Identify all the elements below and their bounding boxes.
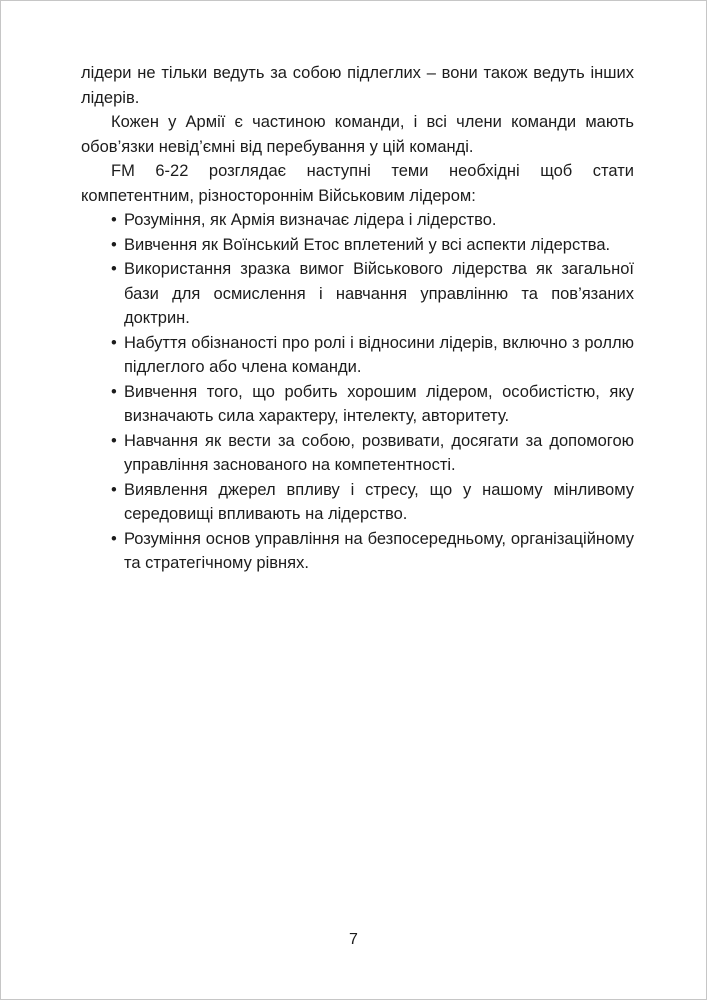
list-item	[81, 527, 634, 576]
bullet-icon: •	[111, 260, 117, 278]
list-item	[81, 478, 634, 527]
bullet-icon: •	[111, 211, 117, 229]
list-item	[81, 331, 634, 380]
list-item-text: Вивчення того, що робить хорошим лідером, особистістю, яку визначають сила характеру, інтелекту, авторитету.	[124, 382, 634, 425]
page-content	[81, 61, 634, 576]
list-item-text: Розуміння основ управління на безпосередньому, організаційному та стратегічному рівнях.	[124, 529, 634, 572]
paragraph-continuation: лідери не тільки ведуть за собою підлеглих – вони також ведуть інших лідерів.	[81, 64, 634, 107]
bullet-icon: •	[111, 235, 117, 254]
paragraph-fm622-intro: FM 6-22 розглядає наступні теми необхідні щоб стати компетентним, різностороннім Військовим лідером:	[81, 162, 634, 205]
bullet-icon: •	[111, 480, 117, 499]
list-item-text: Набуття обізнаності про ролі і відносини лідерів, включно з роллю підлеглого або члена команди.	[124, 333, 634, 376]
list-item-text: Розуміння, як Армія визначає лідера і лідерство.	[124, 211, 497, 229]
paragraph-team: Кожен у Армії є частиною команди, і всі члени команди мають обов’язки невід’ємні від перебування у цій команді.	[81, 113, 634, 156]
bullet-icon: •	[111, 431, 117, 450]
bullet-icon: •	[111, 529, 117, 548]
list-item-text: Вивчення як Воїнський Етос вплетений у всі аспекти лідерства.	[124, 235, 611, 254]
list-item	[81, 208, 634, 233]
bullet-icon: •	[111, 333, 117, 352]
list-item-text: Використання зразка вимог Військового лідерства як загальної бази для осмислення і навчання управлінню та пов’язаних доктрин.	[124, 260, 634, 327]
list-item-text: Навчання як вести за собою, розвивати, досягати за допомогою управління заснованого на компетентності.	[124, 431, 634, 474]
list-item	[81, 429, 634, 478]
list-item	[81, 380, 634, 429]
topics-list	[81, 208, 634, 576]
list-item	[81, 257, 634, 331]
list-item-text: Виявлення джерел впливу і стресу, що у нашому мінливому середовищі впливають на лідерство.	[124, 480, 634, 523]
bullet-icon: •	[111, 382, 117, 401]
page-number: 7	[349, 931, 358, 948]
list-item	[81, 233, 634, 258]
